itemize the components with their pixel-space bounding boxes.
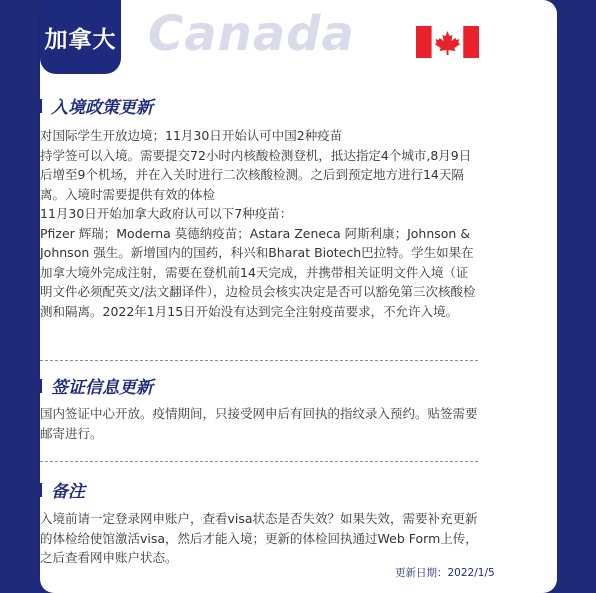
- update-date: 更新日期：2022/1/5: [395, 567, 495, 579]
- canada-flag-icon: [416, 26, 479, 58]
- title-bar: [39, 99, 42, 113]
- country-name-en: Canada: [148, 6, 355, 62]
- section-title-entry-policy: [39, 93, 153, 118]
- section-title-notes: [39, 477, 85, 502]
- entry-policy-text: 对国际学生开放边境；11月30日开始认可中国2种疫苗 持学签可以入境。需要提交72小时内核酸检测登机，抵达指定4个城市,8月9日后增至9个机场，并在入关时进行二次核酸检测。之后到预定地方进行14天隔离。入境时需要提供有效的体检 11月30日开始加拿大政府认可以下7种疫苗： Pfizer 辉瑞；Moderna 莫德纳疫苗；Astara Zeneca 阿斯利康；Johnson & Johnson 强生。新增国内的国药，科兴和Bharat Biotech巴拉特。学生如果在加拿大境外完成注射，需要在登机前14天完成，并携带相关证明文件入境（证明文件必须配英文/法文翻译件），边检员会核实决定是否可以豁免第三次核酸检测和隔离。2022年1月15日开始没有达到完全注射疫苗要求，不允许入境。: [40, 128, 476, 319]
- section-title-text: 入境政策更新: [51, 98, 153, 118]
- section-title-visa-info: [39, 373, 153, 398]
- section-title-text: 签证信息更新: [51, 378, 153, 398]
- title-bar: [39, 379, 42, 393]
- notes-text: 入境前请一定登录网申账户，查看visa状态是否失效？如果失效，需要补充更新的体检给使馆激活visa，然后才能入境；更新的体检回执通过Web Form上传，之后查看网申账户状态。: [40, 511, 478, 565]
- visa-info-text: 国内签证中心开放。疫情期间，只接受网申后有回执的指纹录入预约。贴签需要邮寄进行。: [40, 406, 478, 441]
- section-divider: [40, 461, 478, 462]
- country-tag: [40, 0, 121, 74]
- section-title-text: 备注: [51, 482, 85, 502]
- section-divider: [40, 360, 478, 361]
- title-bar: [39, 483, 42, 497]
- country-name-cn: 加拿大: [44, 26, 117, 53]
